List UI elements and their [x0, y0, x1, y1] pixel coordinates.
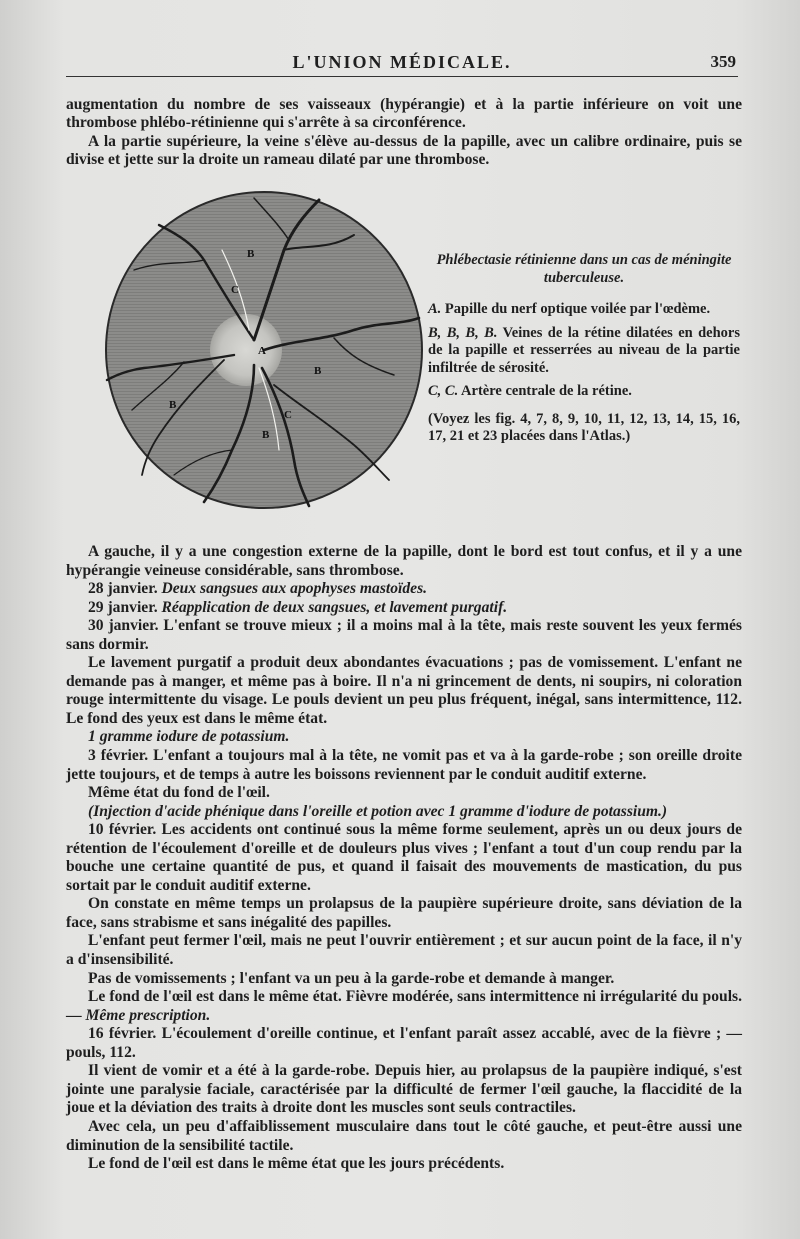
- bottom-text-block: [66, 543, 742, 1174]
- paragraph: Pas de vomissements ; l'enfant va un peu à la garde-robe et demande à manger.: [88, 969, 615, 987]
- figure-caption: [428, 252, 740, 452]
- paragraph: 10 février. Les accidents ont continué sous la même forme seulement, après un ou deux jours de rétention de l'écoulement d'oreille et de douleurs plus vives ; l'enfant a tout d'un coup rendu par la bouche une certaine quantité de pus, et quand il faisait des mouvements de mastication, du pus sortait par le conduit auditif externe.: [66, 821, 742, 894]
- legend-item: [428, 301, 740, 319]
- legend-key: B, B, B, B.: [428, 324, 498, 341]
- atlas-reference: (Voyez les fig. 4, 7, 8, 9, 10, 11, 12, 13, 14, 15, 16, 17, 21 et 23 placées dans l'Atlas.): [428, 410, 740, 444]
- paragraph-continuation: augmentation du nombre de ses vaisseaux (hypérangie) et à la partie inférieure on voit une thrombose phlébo-rétinienne qui s'arrête à sa circonférence.: [66, 96, 742, 132]
- retina-fundus-illustration: [104, 190, 424, 510]
- paragraph: 3 février. L'enfant a toujours mal à la tête, ne vomit pas et va à la garde-robe ; son oreille droite jette toujours, et de temps à autre les boissons reviennent par le conduit auditif externe.: [66, 747, 742, 783]
- label-a-papilla: A: [258, 345, 266, 357]
- label-b-bottom: B: [262, 429, 270, 441]
- paragraph: 16 février. L'écoulement d'oreille continue, et l'enfant paraît assez accablé, avec de la fièvre ; — pouls, 112.: [66, 1025, 742, 1061]
- legend-text: Papille du nerf optique voilée par l'œdème.: [444, 301, 711, 317]
- label-b-left: B: [169, 399, 177, 411]
- journal-title: L'UNION MÉDICALE.: [292, 52, 512, 72]
- paragraph-text: Le fond de l'œil est dans le même état. Fièvre modérée, sans intermittence ni irrégularité du pouls. —: [66, 988, 742, 1024]
- paragraph: [66, 599, 742, 618]
- prescription: Deux sangsues aux apophyses mastoïdes.: [161, 580, 428, 598]
- legend-item: [428, 325, 740, 378]
- paragraph: L'enfant peut fermer l'œil, mais ne peut l'ouvrir entièrement ; et sur aucun point de la face, il n'y a d'insensibilité.: [66, 932, 742, 969]
- paragraph: 30 janvier. L'enfant se trouve mieux ; il a moins mal à la tête, mais reste souvent les yeux fermés sans dormir.: [66, 617, 742, 653]
- legend-item: [428, 383, 740, 401]
- prescription: Réapplication de deux sangsues, et lavement purgatif.: [161, 598, 508, 616]
- date: 29 janvier.: [88, 598, 158, 616]
- caption-title: Phlébectasie rétinienne dans un cas de méningite tuberculeuse.: [436, 252, 732, 286]
- paragraph: Le fond de l'œil est dans le même état que les jours précédents.: [88, 1155, 505, 1173]
- label-b-top: B: [247, 248, 255, 260]
- label-c-top: C: [231, 284, 239, 296]
- paragraph: A la partie supérieure, la veine s'élève au-dessus de la papille, avec un calibre ordinaire, puis se divise et jette sur la droite un rameau dilaté par une thrombose.: [66, 132, 742, 169]
- prescription: (Injection d'acide phénique dans l'oreille et potion avec 1 gramme d'iodure de potassium.): [88, 802, 668, 820]
- prescription: 1 gramme iodure de potassium.: [88, 728, 290, 746]
- legend-key: C, C.: [428, 383, 459, 399]
- optic-papilla: [210, 314, 282, 386]
- label-b-right: B: [314, 365, 322, 377]
- date: 28 janvier.: [88, 580, 158, 598]
- paragraph: [66, 580, 742, 599]
- paragraph: Il vient de vomir et a été à la garde-robe. Depuis hier, au prolapsus de la paupière indiqué, s'est jointe une paralysie faciale, caractérisée par la difficulté de fermer l'œil gauche, la flaccidité de la joue et la déviation des traits à droite dont les muscles sont seuls contractiles.: [66, 1062, 742, 1117]
- paragraph: [66, 988, 742, 1025]
- paragraph: Le lavement purgatif a produit deux abondantes évacuations ; pas de vomissement. L'enfant ne demande pas à manger, et même pas à boire. Il n'a ni grincement de dents, ni soupirs, ni coloration rouge intermittente du visage. Le pouls devient un peu plus fréquent, inégal, sans intermittence, 112. Le fond des yeux est dans le même état.: [66, 654, 742, 727]
- top-text-block: [66, 96, 742, 170]
- legend-text: Veines de la rétine dilatées en dehors de la papille et resserrées au niveau de la partie infiltrée de sérosité.: [428, 324, 740, 376]
- prescription: Même prescription.: [85, 1006, 211, 1024]
- page-number: 359: [710, 52, 736, 71]
- legend-text: Artère centrale de la rétine.: [461, 383, 632, 399]
- running-header: [66, 50, 738, 77]
- paragraph: Avec cela, un peu d'affaiblissement musculaire dans tout le côté gauche, et peut-être aussi une diminution de la sensibilité tactile.: [66, 1117, 742, 1154]
- paragraph: Même état du fond de l'œil.: [88, 784, 270, 802]
- paragraph: A gauche, il y a une congestion externe de la papille, dont le bord est tout confus, et il y a une hypérangie veineuse considérable, sans thrombose.: [66, 543, 742, 579]
- label-c-bottom: C: [284, 409, 292, 421]
- legend-key: A.: [428, 301, 442, 317]
- paragraph: On constate en même temps un prolapsus de la paupière supérieure droite, sans déviation de la face, sans strabisme et sans inégalité des papilles.: [66, 895, 742, 931]
